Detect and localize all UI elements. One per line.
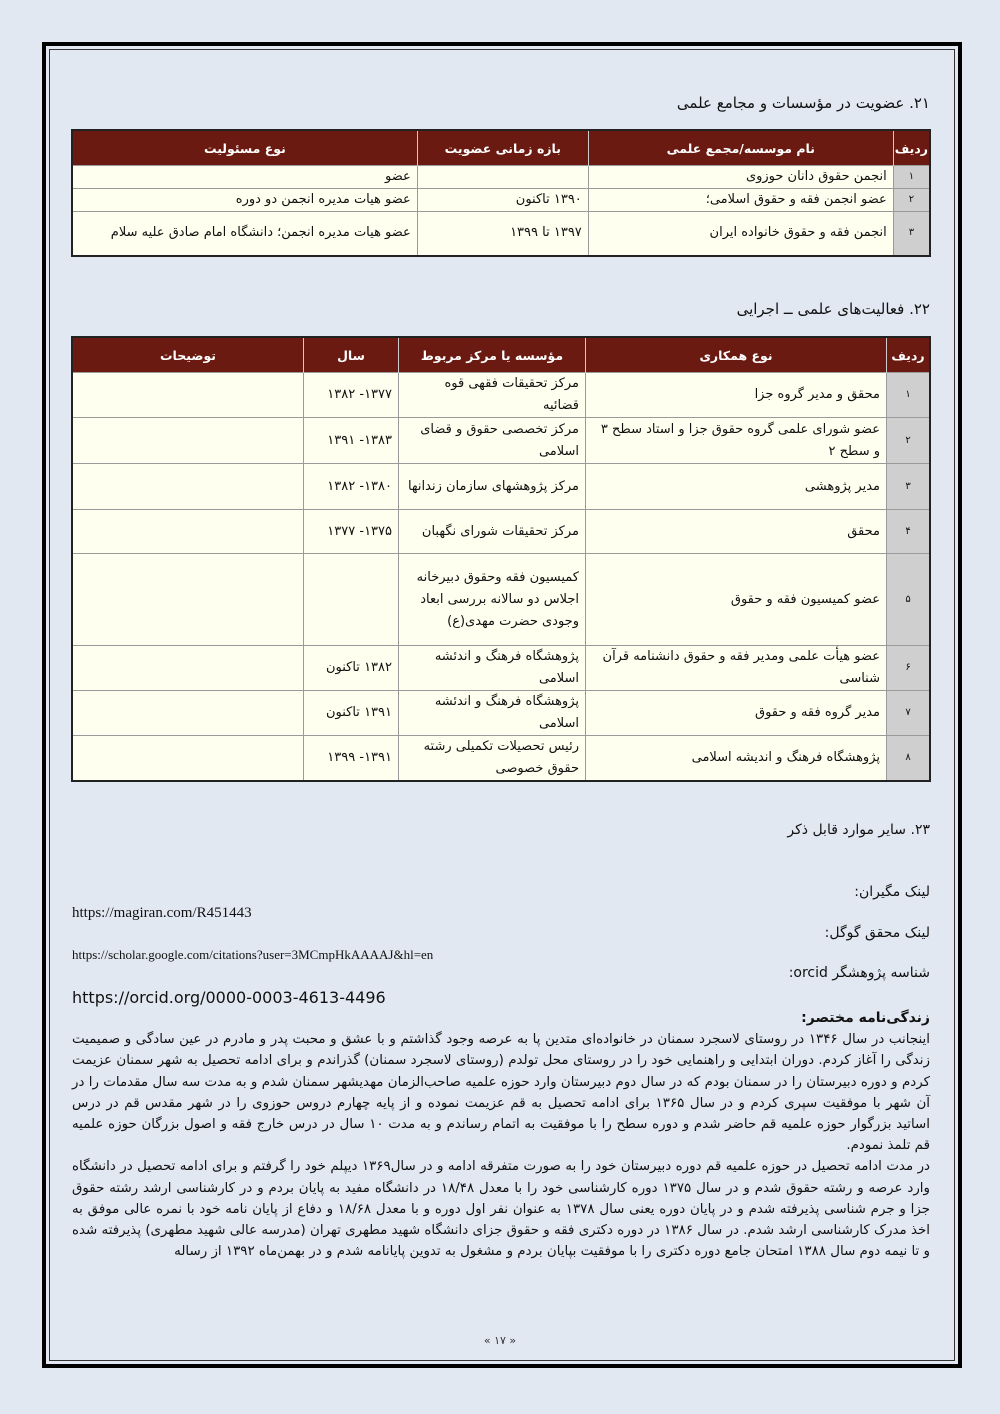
institution-cell: انجمن فقه و حقوق خانواده ایران xyxy=(588,212,893,256)
notes-cell xyxy=(72,418,304,464)
organization-cell: رئیس تحصیلات تکمیلی رشته حقوق خصوصی xyxy=(399,736,586,782)
row-number-cell: ۵ xyxy=(887,554,931,646)
cooperation-type-cell: مدیر پژوهشی xyxy=(586,464,887,510)
col-header-organization: مؤسسه یا مرکز مربوط xyxy=(399,337,586,373)
cooperation-type-cell: محقق xyxy=(586,510,887,554)
notes-cell xyxy=(72,691,304,736)
row-number-cell: ۱ xyxy=(893,166,930,189)
biography xyxy=(72,1008,930,1262)
google-scholar-label: لینک محقق گوگل: xyxy=(824,925,930,941)
organization-cell: مرکز تحقیقات فقهی قوه قضائیه xyxy=(399,373,586,418)
col-header-row-number: ردیف xyxy=(887,337,931,373)
table-row xyxy=(72,736,930,782)
col-header-period: بازه زمانی عضویت xyxy=(417,130,588,166)
year-cell xyxy=(304,554,399,646)
cooperation-type-cell: مدیر گروه فقه و حقوق xyxy=(586,691,887,736)
table-row xyxy=(72,418,930,464)
cooperation-type-cell: عضو هیأت علمی ومدیر فقه و حقوق دانشنامه قرآن شناسی xyxy=(586,646,887,691)
magiran-label: لینک مگیران: xyxy=(854,884,930,900)
period-cell: ۱۳۹۷ تا ۱۳۹۹ xyxy=(417,212,588,256)
row-number-cell: ۲ xyxy=(893,189,930,212)
table-row xyxy=(72,212,930,256)
year-cell: ۱۳۷۷- ۱۳۸۲ xyxy=(304,373,399,418)
row-number-cell: ۸ xyxy=(887,736,931,782)
period-cell xyxy=(417,166,588,189)
section-23-title: ۲۳. سایر موارد قابل ذکر xyxy=(787,822,930,838)
organization-cell: مرکز تخصصی حقوق و قضای اسلامی xyxy=(399,418,586,464)
memberships-table xyxy=(71,129,931,257)
row-number-cell: ۶ xyxy=(887,646,931,691)
biography-paragraph-1: اینجانب در سال ۱۳۴۶ در روستای لاسجرد سمنان در خانواده‌ای متدین پا به عرصه وجود گذاشتم و با عشق و محبت پدر و مادرم در عین سادگی و صمیمیت زندگی را آغاز کردم. دوران ابتدایی و راهنمایی خود را در روستای محل تولدم (روستای لاسجرد سمنان) گذراندم و برای ادامه تحصیل به شهر سمنان عزیمت کردم و دوره دبیرستان را در سمنان بودم که در سال دوم دبیرستان وارد حوزه علمیه صاحب‌الزمان مهدیشهر سمنان شدم و به مدت سه سال مقدمات را در آن شهر با موفقیت سپری کردم و در سال ۱۳۶۵ برای ادامه تحصیل به قم عزیمت نموده و از پایه چهارم دروس حوزوی را در شهر مقدس قم در درس اساتید بزرگوار حوزه علمیه قم حاضر شدم و دوره سطح را با موفقیت به اتمام رساندم و به مدت ۱۰ سال در درس خارج فقه و اصول بزرگان حوزه علمیه قم تلمذ نمودم. xyxy=(72,1032,931,1154)
section-21-title: ۲۱. عضویت در مؤسسات و مجامع علمی xyxy=(676,94,930,112)
table-row xyxy=(72,166,930,189)
table-row xyxy=(72,691,930,736)
role-cell: عضو هیات مدیره انجمن دو دوره xyxy=(72,189,417,212)
table-row xyxy=(72,510,930,554)
organization-cell: مرکز پژوهشهای سازمان زندانها xyxy=(399,464,586,510)
role-cell: عضو هیات مدیره انجمن؛ دانشگاه امام صادق علیه سلام xyxy=(72,212,417,256)
notes-cell xyxy=(72,736,304,782)
row-number-cell: ۳ xyxy=(893,212,930,256)
table-row xyxy=(72,554,930,646)
table-row xyxy=(72,373,930,418)
notes-cell xyxy=(72,646,304,691)
orcid-label: شناسه پژوهشگر orcid: xyxy=(788,965,930,981)
notes-cell xyxy=(72,554,304,646)
col-header-notes: توضیحات xyxy=(72,337,304,373)
row-number-cell: ۳ xyxy=(887,464,931,510)
col-header-institution: نام موسسه/مجمع علمی xyxy=(588,130,893,166)
cooperation-type-cell: محقق و مدیر گروه جزا xyxy=(586,373,887,418)
row-number-cell: ۲ xyxy=(887,418,931,464)
table-row xyxy=(72,464,930,510)
institution-cell: عضو انجمن فقه و حقوق اسلامی؛ xyxy=(588,189,893,212)
col-header-year: سال xyxy=(304,337,399,373)
year-cell: ۱۳۸۲ تاکنون xyxy=(304,646,399,691)
cooperation-type-cell: پژوهشگاه فرهنگ و اندیشه اسلامی xyxy=(586,736,887,782)
col-header-cooperation-type: نوع همکاری xyxy=(586,337,887,373)
institution-cell: انجمن حقوق دانان حوزوی xyxy=(588,166,893,189)
cooperation-type-cell: عضو شورای علمی گروه حقوق جزا و استاد سطح ۳ و سطح ۲ xyxy=(586,418,887,464)
notes-cell xyxy=(72,510,304,554)
year-cell: ۱۳۸۰- ۱۳۸۲ xyxy=(304,464,399,510)
page-number: « ۱۷ » xyxy=(483,1334,517,1347)
notes-cell xyxy=(72,373,304,418)
year-cell: ۱۳۷۵- ۱۳۷۷ xyxy=(304,510,399,554)
orcid-link[interactable]: https://orcid.org/0000-0003-4613-4496 xyxy=(72,988,386,1007)
google-scholar-link[interactable]: https://scholar.google.com/citations?user=3MCmpHkAAAAJ&hl=en xyxy=(72,947,434,962)
year-cell: ۱۳۹۱ تاکنون xyxy=(304,691,399,736)
table-row xyxy=(72,189,930,212)
section-22-title: ۲۲. فعالیت‌های علمی ــ اجرایی xyxy=(736,300,930,318)
cooperation-type-cell: عضو کمیسیون فقه و حقوق xyxy=(586,554,887,646)
col-header-row-number: ردیف xyxy=(893,130,930,166)
row-number-cell: ۷ xyxy=(887,691,931,736)
role-cell: عضو xyxy=(72,166,417,189)
col-header-role: نوع مسئولیت xyxy=(72,130,417,166)
organization-cell: کمیسیون فقه وحقوق دبیرخانه اجلاس دو سالانه بررسی ابعاد وجودی حضرت مهدی(ع) xyxy=(399,554,586,646)
notes-cell xyxy=(72,464,304,510)
organization-cell: پژوهشگاه فرهنگ و اندئشه اسلامی xyxy=(399,646,586,691)
year-cell: ۱۳۸۳- ۱۳۹۱ xyxy=(304,418,399,464)
activities-table xyxy=(71,336,931,782)
row-number-cell: ۴ xyxy=(887,510,931,554)
organization-cell: مرکز تحقیقات شورای نگهبان xyxy=(399,510,586,554)
table-header-row xyxy=(72,130,930,166)
period-cell: ۱۳۹۰ تاکنون xyxy=(417,189,588,212)
biography-paragraph-2: در مدت ادامه تحصیل در حوزه علمیه قم دوره دبیرستان خود را به صورت متفرقه ادامه و در سال۱۳۶۹ دیپلم خود را گرفتم و برای ادامه تحصیل در دانشگاه وارد عرصه و رشته حقوق شدم و در سال ۱۳۷۵ دوره کارشناسی خود را با معدل ۱۸/۴۸ در دانشگاه مفید به پایان بردم و در کارشناسی ارشد رشته حقوق جزا و جرم شناسی پذیرفته شدم و در پایان دوره یعنی سال ۱۳۷۸ به عنوان نفر اول دوره و با معدل ۱۸/۶۸ و دفاع از پایان نامه خود با نمره عالی موفق به اخذ مدرک کارشناسی ارشد شدم. در سال ۱۳۸۶ در دوره دکتری فقه و حقوق جزای دانشگاه شهید مطهری تهران (مدرسه عالی شهید مطهری) پذیرفته شده و تا نیمه دوم سال ۱۳۸۸ امتحان جامع دوره دکتری را با موفقیت بپایان بردم و مشغول به تدوین پایانامه شدم و در بهمن‌ماه ۱۳۹۲ از رساله xyxy=(72,1159,930,1260)
table-row xyxy=(72,646,930,691)
row-number-cell: ۱ xyxy=(887,373,931,418)
magiran-link[interactable]: https://magiran.com/R451443 xyxy=(72,905,252,921)
biography-heading: زندگی‌نامه مختصر: xyxy=(801,1010,930,1026)
table-header-row xyxy=(72,337,930,373)
organization-cell: پژوهشگاه فرهنگ و اندئشه اسلامی xyxy=(399,691,586,736)
year-cell: ۱۳۹۱- ۱۳۹۹ xyxy=(304,736,399,782)
